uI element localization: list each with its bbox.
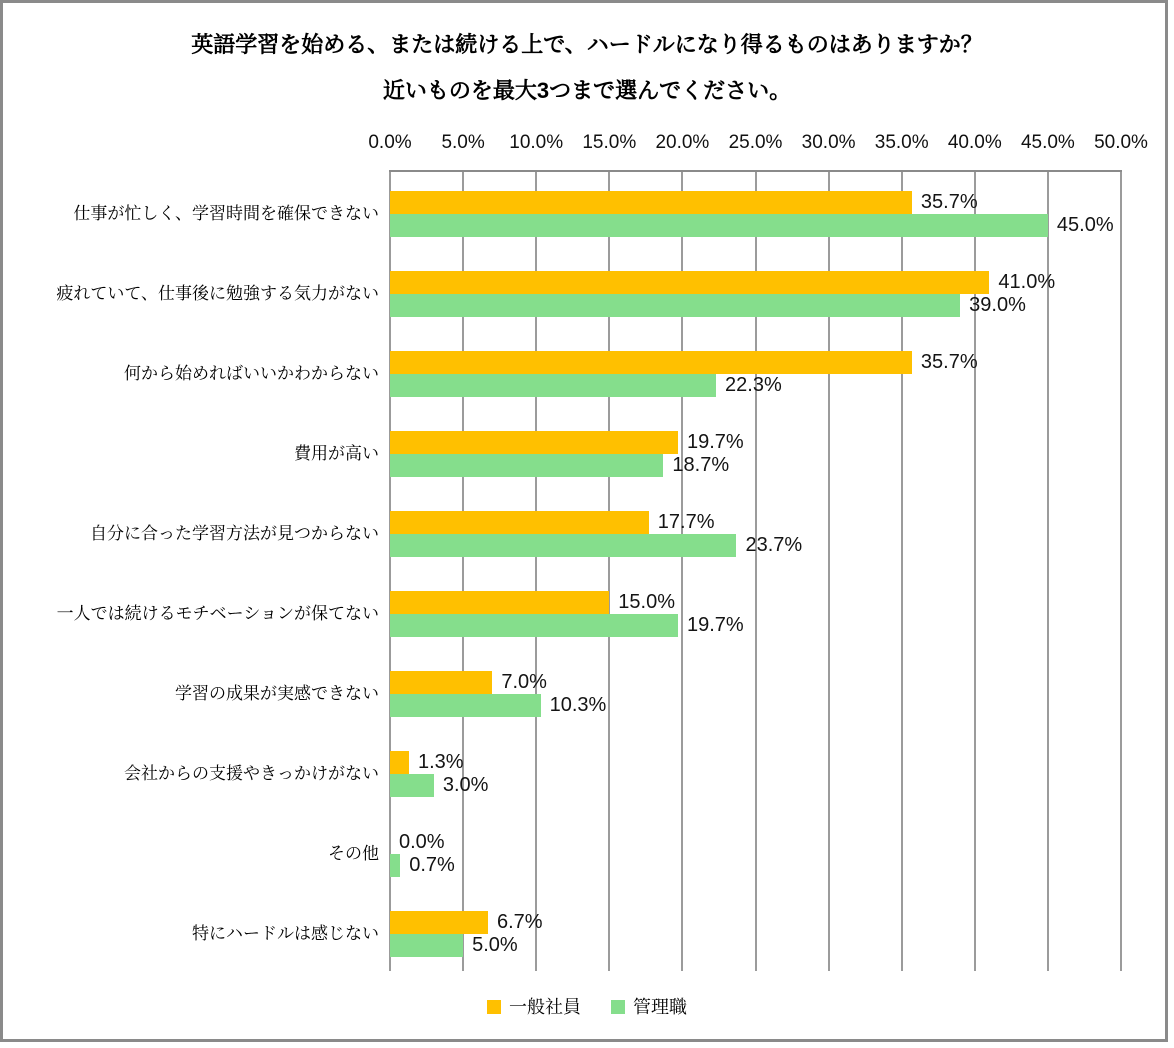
value-label: 0.7% xyxy=(409,854,455,876)
value-label: 17.7% xyxy=(657,511,715,533)
value-label: 23.7% xyxy=(745,534,803,556)
value-label: 35.7% xyxy=(920,351,978,373)
bar-管理職-8 xyxy=(390,854,400,877)
category-label: 特にハードルは感じない xyxy=(192,924,379,943)
value-label: 19.7% xyxy=(687,431,744,453)
value-label: 35.7% xyxy=(920,191,978,213)
x-axis-tick-label: 25.0% xyxy=(728,132,783,153)
value-label: 19.7% xyxy=(687,614,744,636)
x-axis-tick-label: 15.0% xyxy=(582,132,637,153)
value-label: 0.0% xyxy=(399,831,445,853)
x-axis-tick-label: 10.0% xyxy=(509,132,564,153)
x-axis-tick-label: 50.0% xyxy=(1094,132,1148,153)
bar-一般社員-1 xyxy=(390,271,989,294)
bar-一般社員-3 xyxy=(390,431,678,454)
bar-管理職-2 xyxy=(390,374,716,397)
value-label: 3.0% xyxy=(442,774,489,796)
legend-label: 一般社員 xyxy=(509,997,581,1017)
bar-管理職-5 xyxy=(390,614,678,637)
category-label: 疲れていて、仕事後に勉強する気力がない xyxy=(56,284,379,303)
chart-title-line-1: 英語学習を始める、または続ける上で、ハードルになり得るものはありますか？ xyxy=(191,32,983,57)
category-label: 自分に合った学習方法が見つからない xyxy=(90,524,379,543)
bar-管理職-0 xyxy=(390,214,1048,237)
legend-entry-一般社員 xyxy=(487,998,581,1016)
x-axis-tick-label: 30.0% xyxy=(801,132,856,153)
category-label: その他 xyxy=(328,844,379,863)
plot-area xyxy=(3,3,1171,1045)
value-label: 6.7% xyxy=(496,911,543,933)
category-label: 一人では続けるモチベーションが保てない xyxy=(56,604,379,623)
value-label: 5.0% xyxy=(472,934,518,956)
value-label: 15.0% xyxy=(618,591,676,613)
category-label: 会社からの支援やきっかけがない xyxy=(124,764,379,783)
bar-管理職-9 xyxy=(390,934,463,957)
x-axis-tick-label: 45.0% xyxy=(1020,132,1075,153)
bar-一般社員-5 xyxy=(390,591,609,614)
x-axis-tick-label: 20.0% xyxy=(655,132,710,153)
category-label: 学習の成果が実感できない xyxy=(175,684,379,703)
value-label: 10.3% xyxy=(549,694,607,716)
bar-一般社員-9 xyxy=(390,911,488,934)
x-axis-tick-label: 40.0% xyxy=(947,132,1002,153)
category-label: 費用が高い xyxy=(294,444,379,463)
x-axis-tick-label: 0.0% xyxy=(368,132,412,153)
bar-管理職-4 xyxy=(390,534,736,557)
legend-entry-管理職 xyxy=(611,998,687,1016)
x-axis-tick-label: 5.0% xyxy=(441,132,485,153)
gridline xyxy=(1120,170,1122,971)
bar-一般社員-7 xyxy=(390,751,409,774)
chart-title-line-2: 近いものを最大3つまで選んでください。 xyxy=(382,78,792,103)
category-label: 何から始めればいいかわからない xyxy=(124,364,379,383)
bar-一般社員-4 xyxy=(390,511,649,534)
legend-label: 管理職 xyxy=(633,997,687,1017)
bar-管理職-3 xyxy=(390,454,663,477)
legend xyxy=(3,998,1171,1016)
value-label: 45.0% xyxy=(1056,214,1114,236)
value-label: 18.7% xyxy=(672,454,730,476)
value-label: 39.0% xyxy=(969,294,1026,316)
legend-swatch xyxy=(487,1000,501,1014)
category-label: 仕事が忙しく、学習時間を確保できない xyxy=(73,204,379,223)
value-label: 1.3% xyxy=(418,751,464,773)
value-label: 41.0% xyxy=(998,271,1056,293)
value-label: 22.3% xyxy=(725,374,782,396)
bar-一般社員-6 xyxy=(390,671,492,694)
value-label: 7.0% xyxy=(501,671,547,693)
legend-swatch xyxy=(611,1000,625,1014)
bar-管理職-7 xyxy=(390,774,434,797)
bar-一般社員-2 xyxy=(390,351,912,374)
x-axis-tick-label: 35.0% xyxy=(874,132,929,153)
x-axis-line xyxy=(389,170,1122,172)
bar-管理職-1 xyxy=(390,294,960,317)
bar-一般社員-0 xyxy=(390,191,912,214)
bar-管理職-6 xyxy=(390,694,541,717)
